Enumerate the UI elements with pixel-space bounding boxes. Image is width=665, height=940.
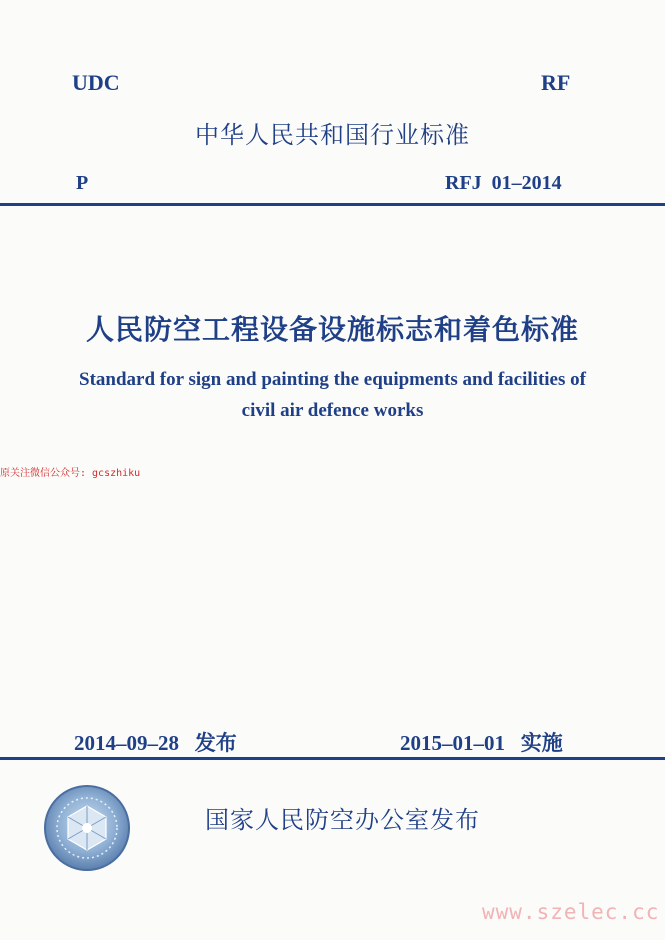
ministry-standard-heading: 中华人民共和国行业标准 xyxy=(195,121,470,149)
document-title-english xyxy=(40,364,625,426)
footer-divider xyxy=(0,757,665,760)
issue-date: 2014–09–28 发布 xyxy=(74,731,237,755)
udc-label: UDC xyxy=(72,70,120,95)
category-label: P xyxy=(76,172,89,194)
site-watermark: www.szelec.cc xyxy=(482,900,660,924)
standard-number: RFJ 01–2014 xyxy=(445,172,562,194)
english-title-line-1: Standard for sign and painting the equipments and facilities of xyxy=(79,369,586,390)
wechat-watermark: 原关注微信公众号: gcszhiku xyxy=(0,468,141,479)
publisher-line: 国家人民防空办公室发布 xyxy=(205,806,480,834)
header-divider xyxy=(0,203,665,206)
implementation-date: 2015–01–01 实施 xyxy=(400,731,563,755)
industry-code-label: RF xyxy=(541,70,571,95)
document-title-chinese: 人民防空工程设备设施标志和着色标准 xyxy=(85,313,579,346)
english-title-line-2: civil air defence works xyxy=(241,400,424,421)
